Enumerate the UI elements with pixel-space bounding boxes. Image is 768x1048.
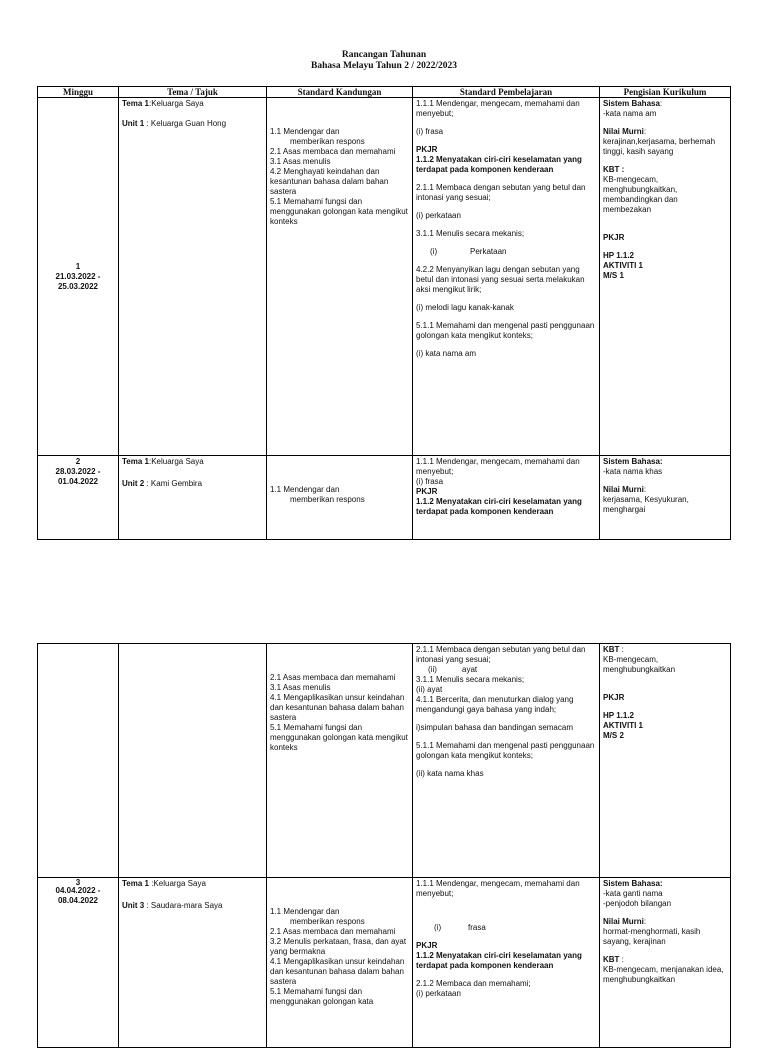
sb-value: -kata nama am [603, 109, 657, 118]
nm-label: Nilai Murni [603, 485, 644, 494]
sk-item: 4.1 Mengaplikasikan unsur keindahan dan kesantunan bahasa dalam bahan sastera [270, 693, 405, 722]
sp-item: (i) perkataan [416, 989, 461, 998]
sp-cell [413, 644, 600, 878]
week-start: 04.04.2022 - [55, 886, 101, 895]
sk-item: 5.1 Memahami fungsi dan menggunakan golongan kata mengikut konteks [270, 723, 408, 752]
sp-item: 1.1.1 Mendengar, mengecam, memahami dan menyebut; [416, 99, 580, 118]
sk-cell [267, 98, 413, 456]
sp-item: 5.1.1 Memahami dan mengenal pasti penggunaan golongan kata mengikut konteks; [416, 741, 595, 760]
sp-item: 4.1.1 Bercerita, dan menuturkan dialog yang mengandungi gaya bahasa yang indah; [416, 695, 574, 714]
sp-item: 2.1.2 Membaca dan memahami; [416, 979, 531, 988]
sp-item: (ii) kata nama khas [416, 769, 484, 778]
page-title: Rancangan Tahunan [341, 50, 427, 60]
week-end: 25.03.2022 [57, 281, 99, 291]
tema-value: :Keluarga Saya [148, 879, 206, 888]
table-row [38, 456, 731, 540]
sk-cell [267, 878, 413, 1048]
sk-item: memberikan respons [290, 137, 365, 146]
col-tema: Tema / Tajuk [119, 87, 267, 98]
sp-item: 3.1.1 Menulis secara mekanis; [416, 229, 525, 238]
sk-item: 4.1 Mengaplikasikan unsur keindahan dan kesantunan bahasa dalam bahan sastera [270, 957, 405, 986]
week-start: 21.03.2022 - [55, 271, 101, 281]
sp-item: 2.1.1 Membaca dengan sebutan yang betul dan intonasi yang sesuai; [416, 183, 586, 202]
sb-colon: : [659, 99, 663, 108]
aktiviti-label: AKTIVITI 1 [603, 261, 644, 270]
pkjr-text: 1.1.2 Menyatakan ciri-ciri keselamatan yang terdapat pada komponen kenderaan [416, 155, 582, 174]
pkjr-label: PKJR [416, 487, 438, 496]
pk-cell [600, 98, 731, 456]
week-cell [38, 456, 119, 540]
nm-label: Nilai Murni [603, 127, 644, 136]
week-start: 28.03.2022 - [55, 467, 101, 476]
sp-item-num: (i) [434, 923, 442, 932]
plan-table-page-2 [37, 643, 731, 1048]
week-cell [38, 878, 119, 1048]
plan-table-page-1 [37, 86, 731, 540]
kbt-label: KBT : [603, 165, 625, 174]
aktiviti-label: AKTIVITI 1 [603, 721, 644, 730]
sk-item: memberikan respons [290, 495, 365, 504]
pkjr-label: PKJR [603, 693, 625, 702]
sk-item: memberikan respons [290, 917, 365, 926]
tema-label: Tema 1 [122, 879, 149, 888]
sp-item-num: (ii) [428, 665, 437, 674]
col-sp: Standard Pembelajaran [413, 87, 600, 98]
sp-item: 5.1.1 Memahami dan mengenal pasti penggunaan golongan kata mengikut konteks; [416, 321, 595, 340]
sp-item: (i) melodi lagu kanak-kanak [416, 303, 514, 312]
table-header-row [38, 87, 731, 98]
sk-item: 3.1 Asas menulis [270, 683, 331, 692]
sp-item: 4.2.2 Menyanyikan lagu dengan sebutan yang betul dan intonasi yang sesuai serta melakukan aksi mengikut lirik; [416, 265, 585, 294]
unit-value: : Kami Gembira [144, 479, 203, 488]
table-row [38, 644, 731, 878]
unit-value: : Keluarga Guan Hong [144, 119, 227, 128]
kbt-value: KB-mengecam, menghubungkaitkan, membandingkan dan membezakan [603, 175, 678, 214]
sk-item: 3.1 Asas menulis [270, 157, 331, 166]
pkjr-label: PKJR [603, 233, 625, 242]
sp-item: 1.1.1 Mendengar, mengecam, memahami dan menyebut; [416, 879, 580, 898]
tema-label: Tema 1 [122, 457, 149, 466]
sk-item: 1.1 Mendengar dan [270, 127, 340, 136]
sk-item: 5.1 Memahami fungsi dan menggunakan golongan kata mengikut konteks [270, 197, 408, 226]
sp-item: (i) frasa [416, 477, 444, 486]
col-pk: Pengisian Kurikulum [600, 87, 731, 98]
table-row [38, 878, 731, 1048]
tema-label: Tema 1 [122, 99, 149, 108]
pk-cell [600, 456, 731, 540]
nm-value: kerjasama, Kesyukuran, menghargai [603, 495, 689, 514]
sp-item: Perkataan [470, 247, 507, 256]
sb-value: -penjodoh bilangan [603, 899, 672, 908]
week-cell [38, 644, 119, 878]
sb-label: Sistem Bahasa: [603, 457, 663, 466]
sk-item: 2.1 Asas membaca dan memahami [270, 673, 396, 682]
sb-value: -kata ganti nama [603, 889, 663, 898]
sb-label: Sistem Bahasa [603, 99, 660, 108]
sp-item: 3.1.1 Menulis secara mekanis; [416, 675, 525, 684]
sp-item: i)simpulan bahasa dan bandingan semacam [416, 723, 573, 732]
sb-value: -kata nama khas [603, 467, 663, 476]
kbt-colon: : [619, 955, 624, 964]
sp-item: (i) frasa [416, 127, 444, 136]
kbt-colon: : [619, 645, 624, 654]
tema-value: :Keluarga Saya [148, 457, 204, 466]
hp-label: HP 1.1.2 [603, 711, 634, 720]
pkjr-label: PKJR [416, 145, 438, 154]
kbt-label: KBT [603, 645, 620, 654]
sp-cell [413, 878, 600, 1048]
pk-cell [600, 878, 731, 1048]
week-number: 3 [75, 878, 81, 887]
sp-item: frasa [468, 923, 486, 932]
sk-item: 1.1 Mendengar dan [270, 907, 340, 916]
pkjr-label: PKJR [416, 941, 438, 950]
tema-cell [119, 644, 267, 878]
unit-value: : Saudara-mara Saya [144, 901, 223, 910]
unit-label: Unit 3 [122, 901, 145, 910]
col-sk: Standard Kandungan [267, 87, 413, 98]
sp-item: ayat [462, 665, 478, 674]
kbt-label: KBT [603, 955, 620, 964]
week-number: 2 [75, 457, 81, 466]
nm-label: Nilai Murni [603, 917, 644, 926]
sk-item: 2.1 Asas membaca dan memahami [270, 147, 396, 156]
ms-label: M/S 2 [603, 731, 624, 740]
nm-colon: : [643, 917, 647, 926]
kbt-value: KB-mengecam, menjanakan idea, menghubungkaitkan [603, 965, 724, 984]
sk-cell [267, 456, 413, 540]
sp-item: (ii) ayat [416, 685, 443, 694]
sk-cell [267, 644, 413, 878]
sk-item: 1.1 Mendengar dan [270, 485, 340, 494]
sk-item: 3.2 Menulis perkataan, frasa, dan ayat yang bermakna [270, 937, 407, 956]
week-cell [38, 98, 119, 456]
sp-item: (i) kata nama am [416, 349, 477, 358]
week-number: 1 [75, 261, 81, 271]
unit-label: Unit 2 [122, 479, 145, 488]
tema-cell [119, 98, 267, 456]
nm-colon: : [643, 485, 647, 494]
nm-colon: : [643, 127, 647, 136]
tema-cell [119, 878, 267, 1048]
nm-value: kerajinan,kerjasama, berhemah tinggi, kasih sayang [603, 137, 716, 156]
sk-item: 5.1 Memahami fungsi dan menggunakan golongan kata [270, 987, 374, 1006]
sp-item: 2.1.1 Membaca dengan sebutan yang betul dan intonasi yang sesuai; [416, 645, 586, 664]
pkjr-text: 1.1.2 Menyatakan ciri-ciri keselamatan yang terdapat pada komponen kenderaan [416, 497, 582, 516]
pkjr-text: 1.1.2 Menyatakan ciri-ciri keselamatan yang terdapat pada komponen kenderaan [416, 951, 582, 970]
week-end: 01.04.2022 [57, 477, 99, 486]
sp-cell [413, 456, 600, 540]
sp-item-num: (i) [430, 247, 438, 256]
kbt-value: KB-mengecam, menghubungkaitkan [603, 655, 676, 674]
sb-label: Sistem Bahasa: [603, 879, 663, 888]
week-end: 08.04.2022 [57, 896, 99, 905]
tema-value: :Keluarga Saya [148, 99, 204, 108]
col-minggu: Minggu [38, 87, 119, 98]
unit-label: Unit 1 [122, 119, 145, 128]
sp-item: 1.1.1 Mendengar, mengecam, memahami dan menyebut; [416, 457, 580, 476]
pk-cell [600, 644, 731, 878]
table-row [38, 98, 731, 456]
sp-cell [413, 98, 600, 456]
sk-item: 2.1 Asas membaca dan memahami [270, 927, 396, 936]
sk-item: 4.2 Menghayati keindahan dan kesantunan bahasa dalam bahan sastera [270, 167, 389, 196]
sp-item: (i) perkataan [416, 211, 461, 220]
hp-label: HP 1.1.2 [603, 251, 634, 260]
ms-label: M/S 1 [603, 271, 624, 280]
page-subtitle: Bahasa Melayu Tahun 2 / 2022/2023 [311, 61, 457, 71]
tema-cell [119, 456, 267, 540]
nm-value: hormat-menghormati, kasih sayang, kerajinan [603, 927, 701, 946]
